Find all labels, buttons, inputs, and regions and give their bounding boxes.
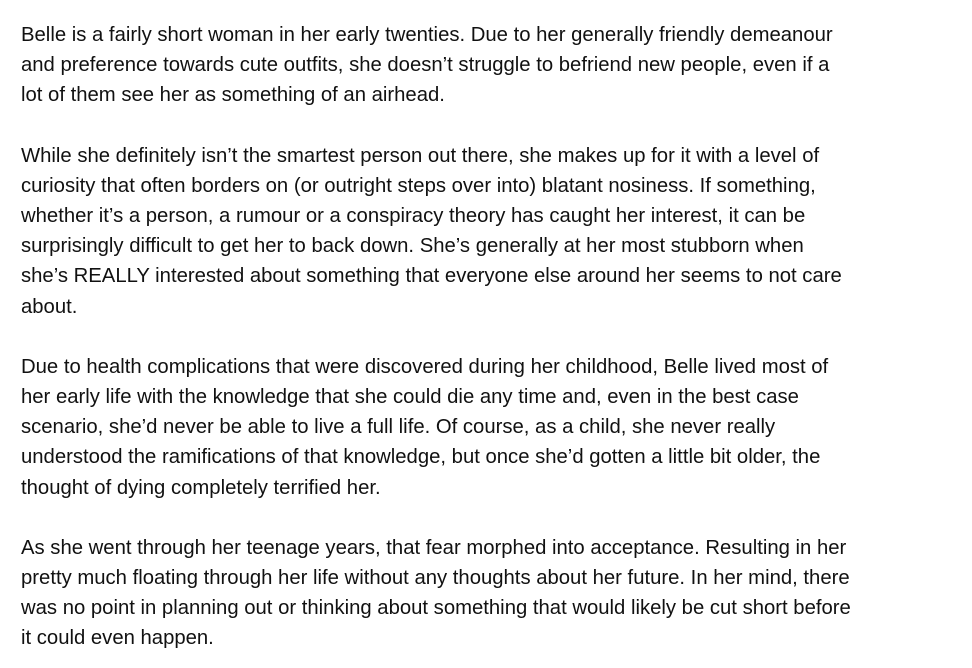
text-line: was no point in planning out or thinking about something that would likely be cut short before [21,597,851,620]
text-line: whether it’s a person, a rumour or a conspiracy theory has caught her interest, it can be [21,205,806,228]
paragraph-appearance [21,20,966,111]
text-line: While she definitely isn’t the smartest person out there, she makes up for it with a level of [21,144,820,167]
text-line: Due to health complications that were discovered during her childhood, Belle lived most of [21,355,829,378]
text-line: about. [21,295,78,318]
text-line: surprisingly difficult to get her to back down. She’s generally at her most stubborn when [21,235,804,258]
paragraph-childhood [21,352,966,503]
text-line: she’s REALLY interested about something that everyone else around her seems to not care [21,265,842,288]
text-line: pretty much floating through her life without any thoughts about her future. In her mind, there [21,567,850,590]
text-line: curiosity that often borders on (or outright steps over into) blatant nosiness. If something, [21,174,816,197]
text-line: lot of them see her as something of an airhead. [21,84,445,107]
text-line: her early life with the knowledge that she could die any time and, even in the best case [21,386,799,409]
text-line: and preference towards cute outfits, she doesn’t struggle to befriend new people, even if a [21,54,830,77]
text-line: Belle is a fairly short woman in her early twenties. Due to her generally friendly demeanour [21,24,833,46]
text-line: understood the ramifications of that knowledge, but once she’d gotten a little bit older, the [21,446,821,469]
text-line: thought of dying completely terrified her. [21,476,381,499]
text-line: it could even happen. [21,627,214,650]
text-line: scenario, she’d never be able to live a full life. Of course, as a child, she never really [21,416,776,439]
paragraph-teenage-years [21,533,966,654]
text-line: As she went through her teenage years, that fear morphed into acceptance. Resulting in her [21,536,847,559]
paragraph-personality [21,141,966,322]
